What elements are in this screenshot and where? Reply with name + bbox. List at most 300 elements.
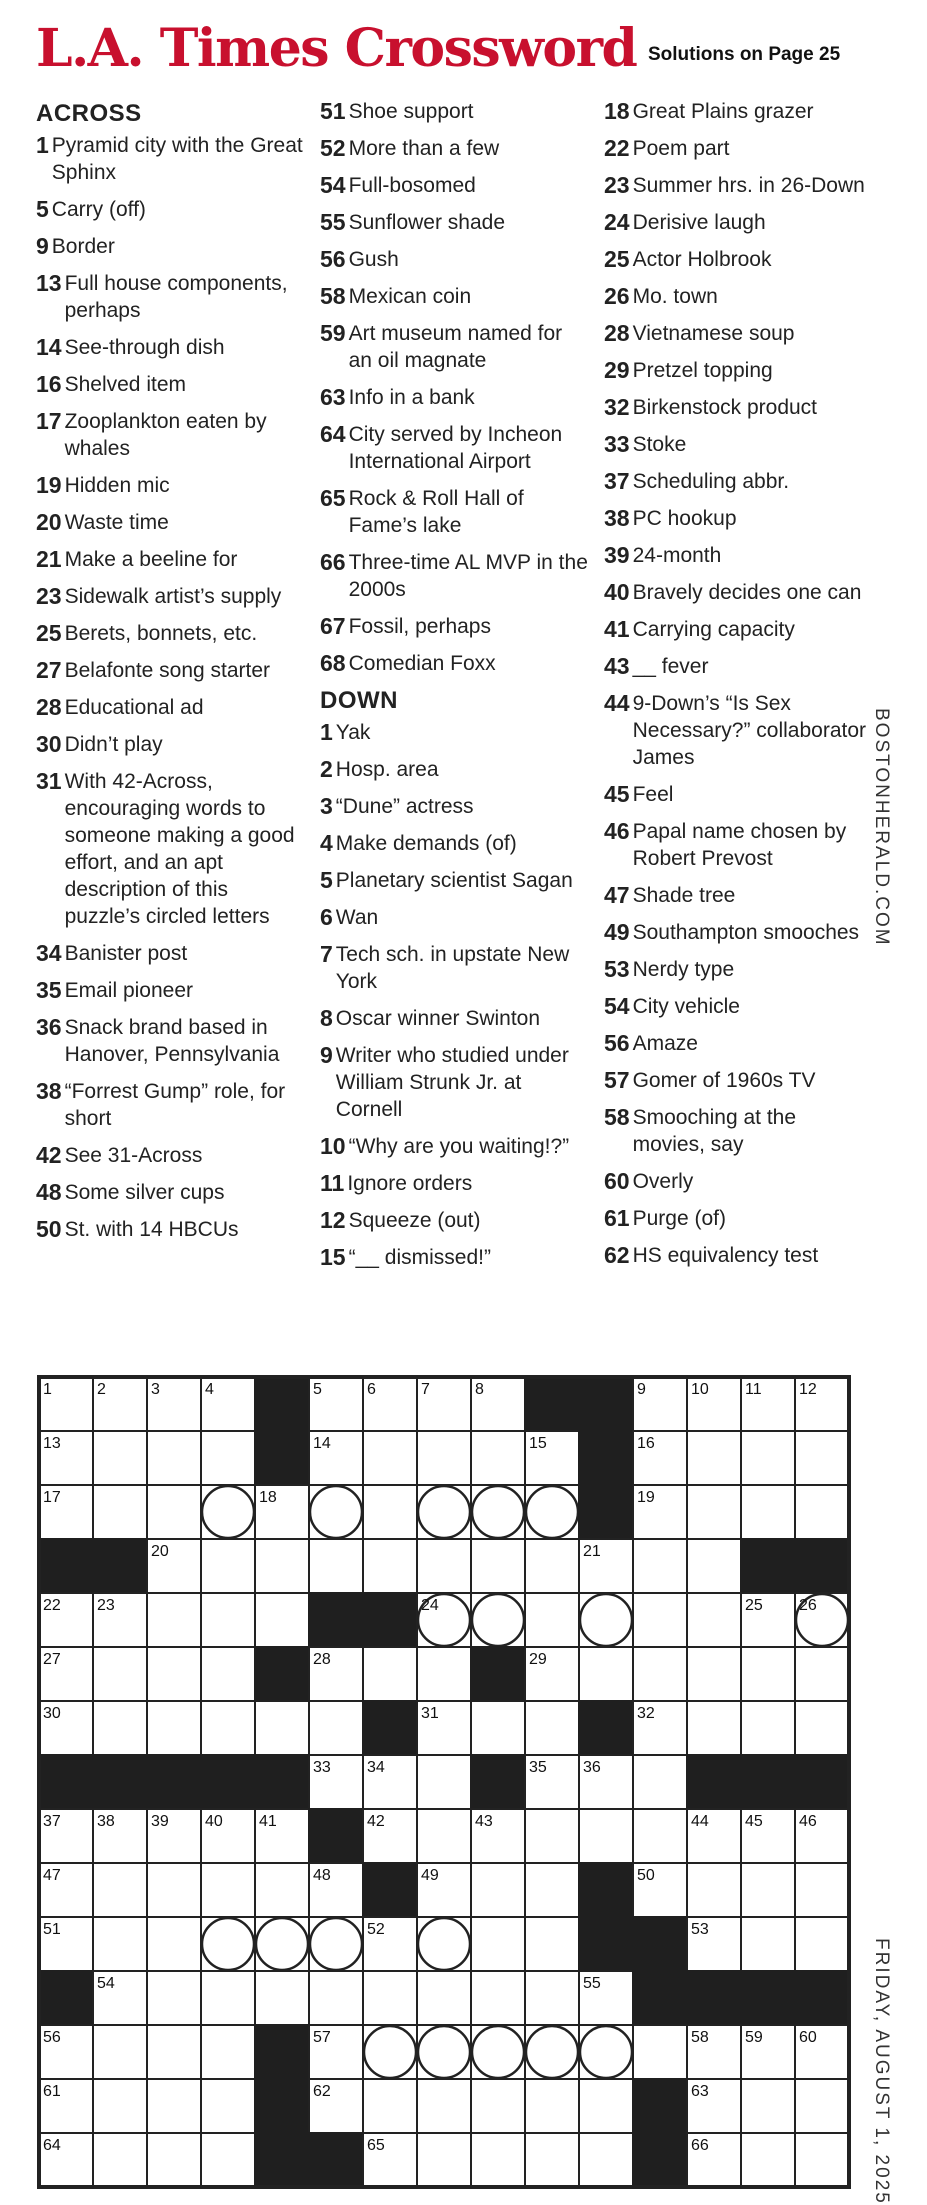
across-clue-42: [36, 1142, 306, 1169]
cell-number: 5: [313, 1381, 322, 1398]
grid-cell: [147, 2133, 201, 2187]
black-square: [633, 1917, 687, 1971]
across-clue-16: [36, 371, 306, 398]
cell-number: 61: [43, 2083, 61, 2100]
clue-text: Mexican coin: [348, 285, 472, 308]
down-clue-18: [604, 98, 874, 125]
cell-number: 57: [313, 2029, 331, 2046]
across-clue-21: [36, 546, 306, 573]
black-square: [579, 1431, 633, 1485]
down-clue-45: [604, 781, 874, 808]
black-square: [255, 1431, 309, 1485]
clue-number: 46: [604, 818, 630, 844]
grid-cell: [363, 1485, 417, 1539]
clue-column-2: [320, 98, 590, 1281]
grid-cell: [417, 2133, 471, 2187]
grid-cell: [525, 2079, 579, 2133]
clue-text: Smooching at the movies, say: [632, 1106, 797, 1156]
cell-number: 32: [637, 1705, 655, 1722]
grid-cell: [417, 1431, 471, 1485]
cell-number: 53: [691, 1921, 709, 1938]
clue-number: 5: [320, 867, 333, 893]
clue-number: 54: [604, 993, 630, 1019]
black-square: [93, 1755, 147, 1809]
clue-text: “Dune” actress: [335, 795, 474, 818]
grid-cell: [687, 1485, 741, 1539]
across-clue-5: [36, 196, 306, 223]
grid-cell: [471, 1701, 525, 1755]
across-clue-1: [36, 132, 306, 186]
black-square: [741, 1971, 795, 2025]
clue-text: Berets, bonnets, etc.: [64, 622, 258, 645]
clue-text: Yak: [335, 721, 371, 744]
clue-number: 58: [604, 1104, 630, 1130]
clue-text: 9-Down’s “Is Sex Necessary?” collaborator James: [632, 692, 867, 769]
down-clue-12: [320, 1207, 590, 1234]
across-heading: ACROSS: [36, 100, 142, 127]
cell-number: 51: [43, 1921, 61, 1938]
cell-number: 29: [529, 1651, 547, 1668]
clue-text: Shade tree: [632, 884, 736, 907]
cell-number: 41: [259, 1813, 277, 1830]
grid-cell: [795, 1647, 849, 1701]
grid-cell: [687, 1701, 741, 1755]
clue-text: __ fever: [632, 655, 709, 678]
cell-number: 40: [205, 1813, 223, 1830]
down-clue-7: [320, 941, 590, 995]
black-square: [363, 1701, 417, 1755]
black-square: [687, 1971, 741, 2025]
cell-number: 26: [799, 1597, 817, 1614]
black-square: [309, 1809, 363, 1863]
down-clue-39: [604, 542, 874, 569]
cell-number: 36: [583, 1759, 601, 1776]
clue-text: See 31-Across: [64, 1144, 203, 1167]
grid-cell: [147, 1701, 201, 1755]
grid-cell: [741, 1485, 795, 1539]
grid-cell: [471, 1431, 525, 1485]
clue-number: 38: [604, 505, 630, 531]
clue-column-3: [604, 98, 874, 1279]
black-square: [39, 1539, 93, 1593]
cell-number: 8: [475, 1381, 484, 1398]
across-clue-65: [320, 485, 590, 539]
down-clue-32: [604, 394, 874, 421]
black-square: [255, 1647, 309, 1701]
clue-number: 19: [36, 472, 62, 498]
down-clue-56: [604, 1030, 874, 1057]
across-clue-59: [320, 320, 590, 374]
clue-text: Stoke: [632, 433, 687, 456]
clue-text: Vietnamese soup: [632, 322, 795, 345]
cell-number: 65: [367, 2137, 385, 2154]
grid-cell: [525, 1593, 579, 1647]
grid-cell: [741, 2133, 795, 2187]
grid-cell: [525, 1863, 579, 1917]
clue-text: Waste time: [64, 511, 169, 534]
clue-number: 6: [320, 904, 333, 930]
across-clue-54: [320, 172, 590, 199]
clue-text: Planetary scientist Sagan: [335, 869, 573, 892]
grid-cell: [363, 1971, 417, 2025]
down-clue-58: [604, 1104, 874, 1158]
across-clue-66: [320, 549, 590, 603]
clue-text: Mo. town: [632, 285, 718, 308]
clue-number: 34: [36, 940, 62, 966]
clue-number: 60: [604, 1168, 630, 1194]
clue-number: 42: [36, 1142, 62, 1168]
cell-number: 12: [799, 1381, 817, 1398]
down-clue-53: [604, 956, 874, 983]
grid-cell: [795, 1701, 849, 1755]
clue-text: “Why are you waiting!?”: [348, 1135, 570, 1158]
cell-number: 50: [637, 1867, 655, 1884]
grid-cell: [633, 1809, 687, 1863]
clue-number: 28: [604, 320, 630, 346]
clue-number: 64: [320, 421, 346, 447]
down-clue-3: [320, 793, 590, 820]
grid-cell: [363, 2079, 417, 2133]
grid-cell: [579, 1809, 633, 1863]
clue-number: 45: [604, 781, 630, 807]
cell-number: 18: [259, 1489, 277, 1506]
grid-cell: [741, 1917, 795, 1971]
cell-number: 55: [583, 1975, 601, 1992]
down-clue-37: [604, 468, 874, 495]
clue-number: 56: [604, 1030, 630, 1056]
clue-number: 14: [36, 334, 62, 360]
cell-number: 62: [313, 2083, 331, 2100]
clue-text: HS equivalency test: [632, 1244, 819, 1267]
across-clue-58: [320, 283, 590, 310]
clue-number: 23: [36, 583, 62, 609]
clue-number: 52: [320, 135, 346, 161]
clue-number: 18: [604, 98, 630, 124]
clue-text: Overly: [632, 1170, 694, 1193]
down-clue-15: [320, 1244, 590, 1271]
cell-number: 1: [43, 1381, 52, 1398]
clue-number: 65: [320, 485, 346, 511]
grid-cell: [471, 1971, 525, 2025]
down-clue-4: [320, 830, 590, 857]
across-clue-19: [36, 472, 306, 499]
grid-cell: [255, 1701, 309, 1755]
clue-number: 15: [320, 1244, 346, 1270]
cell-number: 48: [313, 1867, 331, 1884]
across-clue-25: [36, 620, 306, 647]
clue-text: Poem part: [632, 137, 730, 160]
clue-text: Make demands (of): [335, 832, 517, 855]
clue-number: 49: [604, 919, 630, 945]
cell-number: 31: [421, 1705, 439, 1722]
grid-cell: [147, 1485, 201, 1539]
across-clue-63: [320, 384, 590, 411]
down-clue-29: [604, 357, 874, 384]
grid-cell: [795, 1863, 849, 1917]
grid-cell: [795, 1485, 849, 1539]
cell-number: 17: [43, 1489, 61, 1506]
black-square: [579, 1701, 633, 1755]
grid-cell: [741, 1647, 795, 1701]
cell-number: 15: [529, 1435, 547, 1452]
cell-number: 39: [151, 1813, 169, 1830]
across-clue-28: [36, 694, 306, 721]
clue-number: 21: [36, 546, 62, 572]
clue-text: Carry (off): [51, 198, 146, 221]
black-square: [579, 1917, 633, 1971]
across-clue-17: [36, 408, 306, 462]
clue-text: Papal name chosen by Robert Prevost: [632, 820, 847, 870]
grid-cell: [417, 2079, 471, 2133]
down-clue-8: [320, 1005, 590, 1032]
clue-text: Birkenstock product: [632, 396, 818, 419]
down-clue-23: [604, 172, 874, 199]
clue-number: 26: [604, 283, 630, 309]
date-label: FRIDAY, AUGUST 1, 2025: [871, 1938, 892, 2205]
clue-text: Email pioneer: [64, 979, 193, 1002]
cell-number: 44: [691, 1813, 709, 1830]
grid-cell: [255, 1971, 309, 2025]
clue-text: Tech sch. in upstate New York: [335, 943, 570, 993]
clue-number: 1: [320, 719, 333, 745]
black-square: [741, 1755, 795, 1809]
clue-text: Amaze: [632, 1032, 698, 1055]
cell-number: 38: [97, 1813, 115, 1830]
grid-cell: [93, 1701, 147, 1755]
clue-text: Scheduling abbr.: [632, 470, 790, 493]
clue-text: Shelved item: [64, 373, 186, 396]
cell-number: 28: [313, 1651, 331, 1668]
cell-number: 20: [151, 1543, 169, 1560]
grid-cell: [255, 1863, 309, 1917]
clue-number: 37: [604, 468, 630, 494]
cell-number: 42: [367, 1813, 385, 1830]
black-square: [471, 1647, 525, 1701]
cell-number: 52: [367, 1921, 385, 1938]
grid-cell: [525, 1701, 579, 1755]
grid-cell: [741, 1431, 795, 1485]
grid-cell: [687, 1539, 741, 1593]
clue-number: 13: [36, 270, 62, 296]
grid-cell: [201, 1593, 255, 1647]
clue-number: 9: [36, 233, 49, 259]
clue-text: Banister post: [64, 942, 188, 965]
clue-text: Gomer of 1960s TV: [632, 1069, 816, 1092]
clue-number: 9: [320, 1042, 333, 1068]
down-clue-60: [604, 1168, 874, 1195]
across-clue-64: [320, 421, 590, 475]
across-clue-13: [36, 270, 306, 324]
clue-text: Purge (of): [632, 1207, 726, 1230]
clue-text: Pretzel topping: [632, 359, 773, 382]
grid-cell: [147, 1431, 201, 1485]
grid-cell: [795, 2133, 849, 2187]
down-clue-9: [320, 1042, 590, 1123]
cell-number: 2: [97, 1381, 106, 1398]
across-clue-67: [320, 613, 590, 640]
black-square: [579, 1863, 633, 1917]
down-clue-46: [604, 818, 874, 872]
cell-number: 46: [799, 1813, 817, 1830]
clue-number: 32: [604, 394, 630, 420]
clue-number: 30: [36, 731, 62, 757]
cell-number: 7: [421, 1381, 430, 1398]
down-clue-26: [604, 283, 874, 310]
black-square: [579, 1485, 633, 1539]
cell-number: 23: [97, 1597, 115, 1614]
black-square: [363, 1863, 417, 1917]
grid-cell: [687, 1593, 741, 1647]
grid-cell: [201, 2133, 255, 2187]
clue-number: 57: [604, 1067, 630, 1093]
clue-number: 47: [604, 882, 630, 908]
clue-number: 25: [604, 246, 630, 272]
black-square: [471, 1755, 525, 1809]
grid-cell: [93, 2133, 147, 2187]
grid-cell: [147, 2025, 201, 2079]
clue-text: City vehicle: [632, 995, 740, 1018]
cell-number: 14: [313, 1435, 331, 1452]
across-clue-31: [36, 768, 306, 930]
grid-cell: [579, 2133, 633, 2187]
clue-number: 68: [320, 650, 346, 676]
grid-cell: [471, 2133, 525, 2187]
clue-number: 11: [320, 1170, 345, 1196]
down-clue-61: [604, 1205, 874, 1232]
clue-text: Belafonte song starter: [64, 659, 271, 682]
clue-text: Info in a bank: [348, 386, 475, 409]
black-square: [255, 1377, 309, 1431]
clue-text: Bravely decides one can: [632, 581, 862, 604]
across-clue-14: [36, 334, 306, 361]
grid-cell: [471, 1539, 525, 1593]
grid-cell: [363, 1647, 417, 1701]
clue-number: 67: [320, 613, 346, 639]
grid-cell: [741, 1863, 795, 1917]
grid-cell: [687, 1431, 741, 1485]
cell-number: 47: [43, 1867, 61, 1884]
grid-cell: [471, 1917, 525, 1971]
grid-cell: [201, 1539, 255, 1593]
clue-text: Carrying capacity: [632, 618, 795, 641]
solutions-note: Solutions on Page 25: [648, 44, 841, 65]
across-clue-20: [36, 509, 306, 536]
clue-text: Summer hrs. in 26-Down: [632, 174, 865, 197]
clue-number: 35: [36, 977, 62, 1003]
clue-number: 25: [36, 620, 62, 646]
clue-column-1: [36, 98, 306, 1253]
clue-number: 33: [604, 431, 630, 457]
across-clue-36: [36, 1014, 306, 1068]
black-square: [309, 2133, 363, 2187]
across-clue-52: [320, 135, 590, 162]
down-clue-2: [320, 756, 590, 783]
cell-number: 22: [43, 1597, 61, 1614]
black-square: [93, 1539, 147, 1593]
black-square: [255, 1755, 309, 1809]
page-title: L.A. Times Crossword: [36, 18, 637, 79]
grid-cell: [93, 1647, 147, 1701]
clue-text: “Forrest Gump” role, for short: [64, 1080, 286, 1130]
grid-cell: [471, 1863, 525, 1917]
grid-cell: [255, 1539, 309, 1593]
cell-number: 3: [151, 1381, 160, 1398]
clue-text: Sidewalk artist’s supply: [64, 585, 282, 608]
across-clue-34: [36, 940, 306, 967]
across-clue-51: [320, 98, 590, 125]
across-clue-55: [320, 209, 590, 236]
clue-number: 29: [604, 357, 630, 383]
clue-number: 59: [320, 320, 346, 346]
black-square: [363, 1593, 417, 1647]
black-square: [39, 1971, 93, 2025]
clue-number: 24: [604, 209, 630, 235]
grid-cell: [201, 1863, 255, 1917]
grid-cell: [525, 2133, 579, 2187]
down-clue-49: [604, 919, 874, 946]
clue-text: Art museum named for an oil magnate: [348, 322, 563, 372]
clue-number: 22: [604, 135, 630, 161]
black-square: [309, 1593, 363, 1647]
black-square: [795, 1755, 849, 1809]
clue-text: Wan: [335, 906, 379, 929]
clue-text: Nerdy type: [632, 958, 735, 981]
grid-cell: [201, 2025, 255, 2079]
clue-number: 54: [320, 172, 346, 198]
crossword-grid: [36, 1374, 858, 2196]
cell-number: 54: [97, 1975, 115, 1992]
down-clue-38: [604, 505, 874, 532]
clue-text: Great Plains grazer: [632, 100, 814, 123]
down-clue-57: [604, 1067, 874, 1094]
clue-number: 63: [320, 384, 346, 410]
clue-number: 16: [36, 371, 62, 397]
black-square: [795, 1971, 849, 2025]
black-square: [255, 2079, 309, 2133]
down-clue-40: [604, 579, 874, 606]
clue-number: 44: [604, 690, 630, 716]
clue-text: Make a beeline for: [64, 548, 238, 571]
cell-number: 19: [637, 1489, 655, 1506]
grid-cell: [93, 1917, 147, 1971]
clue-number: 55: [320, 209, 346, 235]
clue-text: Feel: [632, 783, 674, 806]
clue-text: Sunflower shade: [348, 211, 506, 234]
down-clue-44: [604, 690, 874, 771]
clue-text: Hidden mic: [64, 474, 170, 497]
clue-number: 53: [604, 956, 630, 982]
grid-cell: [201, 1971, 255, 2025]
clue-number: 31: [36, 768, 62, 794]
clue-text: City served by Incheon International Airport: [348, 423, 563, 473]
grid-cell: [201, 1431, 255, 1485]
grid-cell: [525, 1917, 579, 1971]
clue-number: 61: [604, 1205, 630, 1231]
grid-cell: [417, 1647, 471, 1701]
grid-cell: [471, 2079, 525, 2133]
clue-number: 23: [604, 172, 630, 198]
clue-text: Gush: [348, 248, 399, 271]
down-clue-47: [604, 882, 874, 909]
cell-number: 63: [691, 2083, 709, 2100]
down-heading: DOWN: [320, 687, 398, 714]
clue-number: 66: [320, 549, 346, 575]
down-clue-6: [320, 904, 590, 931]
across-clue-50: [36, 1216, 306, 1243]
cell-number: 6: [367, 1381, 376, 1398]
cell-number: 27: [43, 1651, 61, 1668]
clue-text: More than a few: [348, 137, 500, 160]
